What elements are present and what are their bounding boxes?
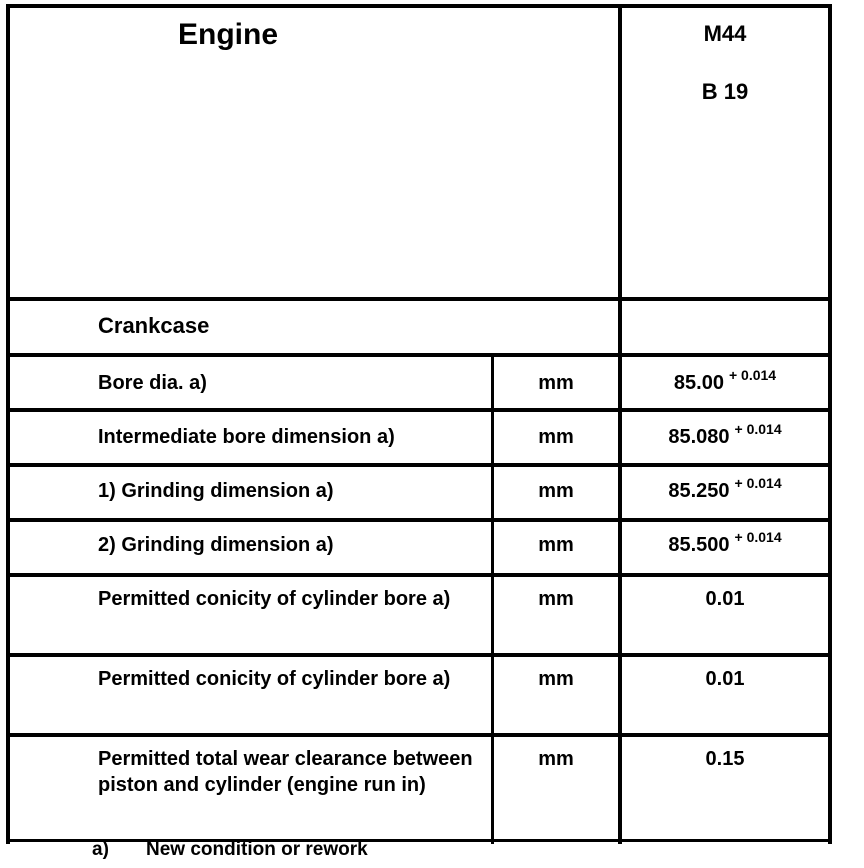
table-border-right: [828, 4, 832, 844]
footnote-text: New condition or rework: [146, 839, 368, 860]
row-value: 85.00: [673, 372, 724, 394]
row-1-border: [6, 408, 832, 412]
engine-model: M44: [703, 21, 747, 46]
row-value-cell: [622, 475, 828, 505]
row-value-cell: [622, 367, 828, 397]
footnote-marker: a): [92, 839, 109, 860]
row-value: 0.15: [705, 748, 745, 770]
section-title: Crankcase: [98, 313, 210, 338]
row-value-cell: [622, 421, 828, 451]
row-unit: mm: [538, 748, 574, 770]
row-value: 85.500: [668, 534, 730, 556]
row-3-border: [6, 518, 832, 522]
engine-variant: B 19: [701, 79, 749, 104]
row-unit: mm: [538, 426, 574, 448]
row-label: Bore dia. a): [98, 372, 207, 394]
table-border-bottom: [6, 839, 832, 842]
engine-title: Engine: [178, 18, 279, 51]
table-border-top: [6, 4, 832, 8]
row-unit: mm: [538, 668, 574, 690]
row-tolerance: + 0.014: [728, 367, 777, 383]
table-border-left: [6, 4, 10, 844]
section-bottom-border: [6, 353, 832, 357]
row-value-cell: [622, 529, 828, 559]
row-label: 1) Grinding dimension a): [98, 480, 334, 502]
row-label: Permitted conicity of cylinder bore a): [98, 588, 451, 610]
row-unit: mm: [538, 588, 574, 610]
row-label: 2) Grinding dimension a): [98, 534, 334, 556]
header-bottom-border: [6, 297, 832, 301]
row-value: 0.01: [705, 668, 745, 690]
row-tolerance: + 0.014: [734, 529, 782, 545]
row-value: 85.250: [668, 480, 730, 502]
row-label: Permitted conicity of cylinder bore a): [98, 668, 451, 690]
row-value: 0.01: [705, 588, 745, 610]
row-value: 85.080: [668, 426, 730, 448]
row-4-border: [6, 573, 832, 577]
row-unit: mm: [538, 534, 574, 556]
row-unit: mm: [538, 480, 574, 502]
row-tolerance: + 0.014: [734, 475, 782, 491]
row-label: Intermediate bore dimension a): [98, 426, 395, 448]
row-2-border: [6, 463, 832, 467]
row-unit: mm: [538, 372, 574, 394]
row-tolerance: + 0.014: [734, 421, 782, 437]
row-label: Permitted total wear clearance between piston and cylinder (engine run in): [98, 748, 473, 796]
row-5-border: [6, 653, 832, 657]
row-6-border: [6, 733, 832, 737]
